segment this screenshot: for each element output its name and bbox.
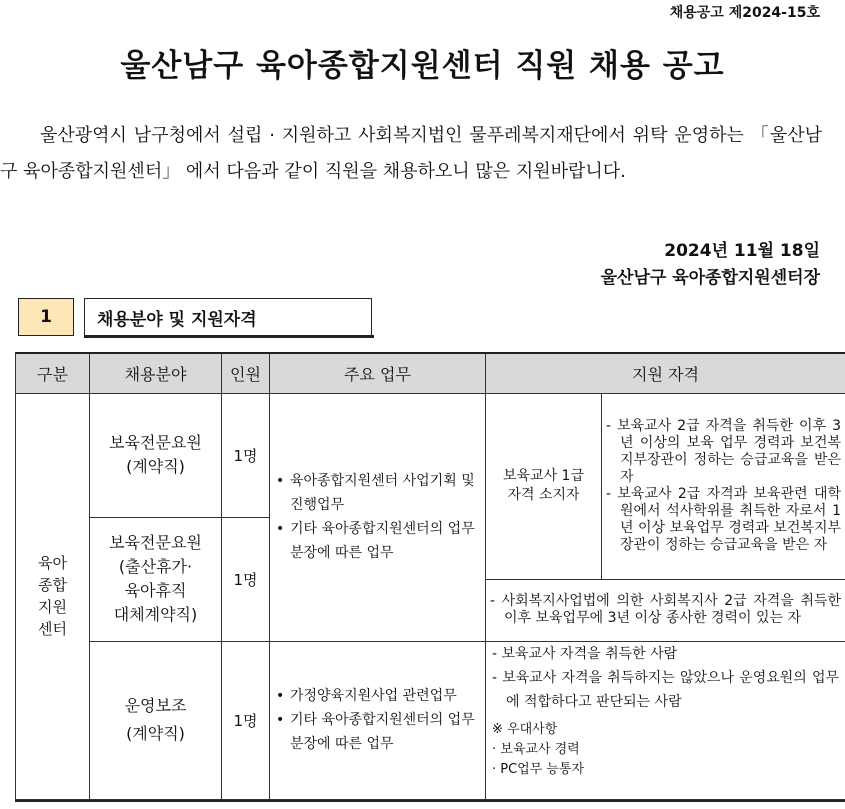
field-cell: 보육전문요원 (계약직) — [90, 393, 222, 517]
list-item: • 육아종합지원센터 사업기획 및 진행업무 — [276, 469, 481, 517]
duties-list — [270, 684, 485, 756]
qual-group-label: 보육교사 1급 자격 소지자 — [486, 393, 602, 579]
list-item: - 보육교사 2급 자격을 취득한 이후 3년 이상의 보육 업무 경력과 보건복지부장관이 정하는 승급교육을 받은 자 — [606, 418, 842, 485]
notice-number: 채용공고 제2024-15호 — [669, 5, 820, 21]
page-title: 울산남구 육아종합지원센터 직원 채용 공고 — [120, 48, 725, 84]
category-cell: 육아 종합 지원 센터 — [16, 393, 90, 799]
qual-group-items — [602, 393, 845, 579]
header-duties: 주요 업무 — [270, 353, 486, 393]
intro-text: 울산광역시 남구청에서 설립 · 지원하고 사회복지법인 물푸레복지재단에서 위탁 운영하는 「울산남구 육아종합지원센터」 에서 다음과 같이 직원을 채용하오니 많은 지원바랍니다. — [0, 125, 822, 182]
count-cell: 1명 — [222, 393, 270, 517]
header-count: 인원 — [222, 353, 270, 393]
field-cell: 운영보조 (계약직) — [90, 641, 222, 799]
preference-title: ※ 우대사항 — [492, 721, 558, 737]
list-item: • 기타 육아종합지원센터의 업무분장에 따른 업무 — [276, 517, 481, 565]
table-row — [16, 393, 845, 517]
field-cell: 보육전문요원 (출산휴가· 육아휴직 대체계약직) — [90, 517, 222, 641]
header-field: 채용분야 — [90, 353, 222, 393]
op-qual-cell — [486, 641, 845, 799]
list-item: · PC업무 능통자 — [492, 761, 585, 777]
header-category: 구분 — [16, 353, 90, 393]
list-item: · 보육교사 경력 — [492, 741, 580, 757]
header-qualification: 지원 자격 — [486, 353, 845, 393]
table-row — [16, 641, 845, 799]
intro-paragraph — [0, 118, 822, 190]
list-item: • 기타 육아종합지원센터의 업무분장에 따른 업무 — [276, 708, 481, 756]
list-item: - 보육교사 자격을 취득한 사람 — [492, 645, 678, 662]
issuing-organization: 울산남구 육아종합지원센터장 — [600, 268, 820, 288]
section-number-badge: 1 — [18, 298, 74, 336]
table-header-row — [16, 353, 845, 393]
op-duties-cell — [270, 641, 486, 799]
list-item: - 보육교사 자격을 취득하지는 않았으나 운영요원의 업무에 적합하다고 판단되는 사람 — [492, 669, 840, 710]
count-cell: 1명 — [222, 517, 270, 641]
list-item: - 사회복지사업법에 의한 사회복지사 2급 자격을 취득한 이후 보육업무에 3년 이상 종사한 경력이 있는 자 — [490, 593, 842, 626]
recruitment-table — [15, 352, 845, 800]
section-title: 채용분야 및 지원자격 — [84, 298, 372, 336]
section-title-underline — [84, 335, 374, 338]
list-item: • 가정양육지원사업 관련업무 — [276, 684, 481, 708]
qual-social-cell — [486, 579, 845, 641]
duties-list — [270, 469, 485, 565]
list-item: - 보육교사 2급 자격과 보육관련 대학원에서 석사학위를 취득한 자로서 1년 이상 보육업무 경력과 보건복지부장관이 정하는 승급교육을 받은 자 — [606, 486, 842, 553]
count-cell: 1명 — [222, 641, 270, 799]
announcement-date: 2024년 11월 18일 — [664, 241, 820, 261]
duties-cell — [270, 393, 486, 641]
table-bottom-rule — [15, 800, 845, 802]
